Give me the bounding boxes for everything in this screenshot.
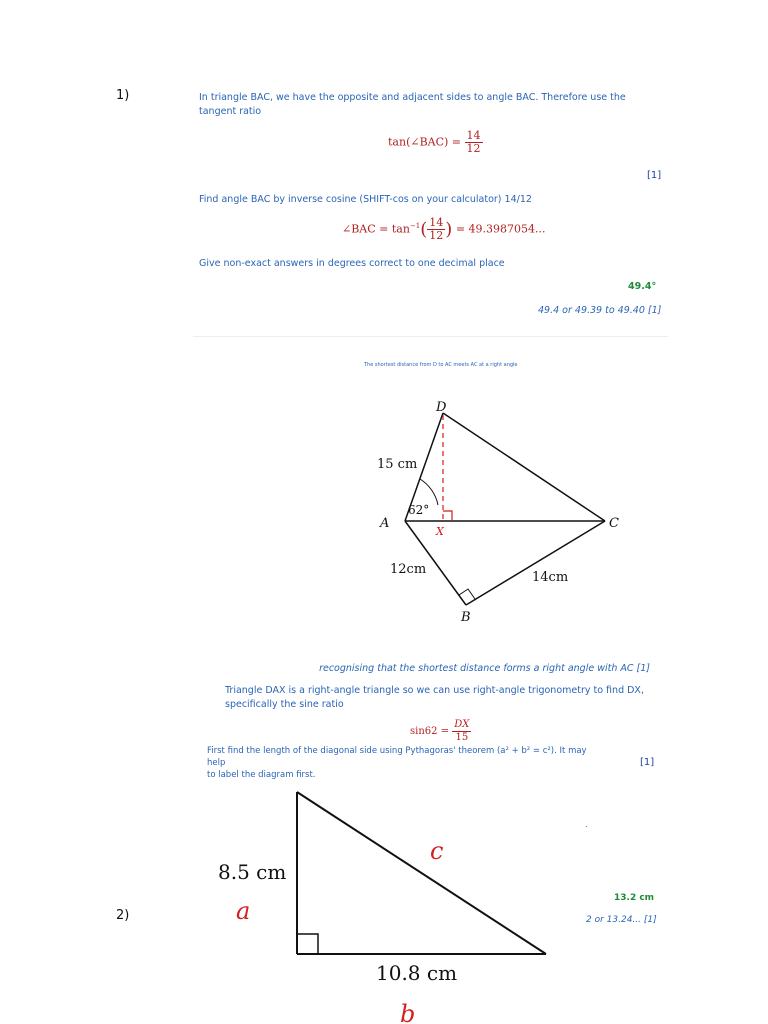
q1-intro bbox=[199, 91, 659, 119]
letter-c: c bbox=[430, 837, 444, 865]
stray-dot: . bbox=[585, 820, 588, 829]
equation-inverse-fraction bbox=[427, 217, 445, 242]
q2-recognise: recognising that the shortest distance forms a right angle with AC [1] bbox=[319, 663, 650, 674]
equation-inverse-denominator: 12 bbox=[429, 229, 444, 242]
diagram-quadrilateral bbox=[360, 393, 635, 628]
q2-pythagoras bbox=[207, 745, 607, 781]
q1-intro-line2: tangent ratio bbox=[199, 106, 262, 117]
equation-inverse-rhs: = 49.3987054... bbox=[455, 222, 546, 236]
equation-sin-lhs: sin62 = bbox=[410, 726, 450, 737]
equation-sin-fraction bbox=[452, 719, 471, 744]
angle-arc bbox=[420, 479, 438, 505]
equation-tan-numerator: 14 bbox=[466, 129, 481, 142]
q1-step2: Find angle BAC by inverse cosine (SHIFT-cos on your calculator) 14/12 bbox=[199, 194, 532, 205]
diagram1-caption: The shortest distance from D to AC meets AC at a right angle bbox=[364, 362, 518, 368]
mark-1: [1] bbox=[647, 170, 662, 181]
section-divider bbox=[193, 336, 668, 337]
q1-answer: 49.4° bbox=[628, 281, 657, 292]
label-10-8cm: 10.8 cm bbox=[376, 961, 458, 985]
label-8-5cm: 8.5 cm bbox=[218, 860, 287, 884]
equation-inverse-numerator: 14 bbox=[429, 216, 444, 229]
equation-sin-denominator: 15 bbox=[455, 732, 469, 743]
label-15cm: 15 cm bbox=[377, 457, 418, 472]
label-b: B bbox=[461, 610, 471, 625]
q1-accept: 49.4 or 49.39 to 49.40 [1] bbox=[538, 305, 662, 316]
side-bc bbox=[466, 521, 605, 605]
equation-inverse-lhs: ∠BAC = tan bbox=[342, 222, 410, 236]
side-dc bbox=[443, 413, 605, 521]
label-12cm: 12cm bbox=[390, 562, 427, 577]
label-x: X bbox=[436, 525, 444, 538]
q2-triangle-text bbox=[225, 684, 645, 712]
equation-inverse-tan: ∠BAC = $\tan^{-1}$( $\frac{14}{12}$ ) = 49.3987054... bbox=[342, 216, 546, 242]
label-62deg: 62° bbox=[408, 503, 430, 517]
equation-sin bbox=[410, 719, 471, 744]
q2-pythagoras-line2: to label the diagram first. bbox=[207, 770, 316, 780]
diagram-right-triangle bbox=[210, 786, 570, 1024]
equation-tan bbox=[388, 130, 483, 155]
label-a: A bbox=[380, 516, 390, 531]
q1-intro-line1: In triangle BAC, we have the opposite and adjacent sides to angle BAC. Therefore use the bbox=[199, 92, 626, 103]
q2-triangle-line1: Triangle DAX is a right-angle triangle so we can use right-angle trigonometry to find DX, bbox=[225, 685, 644, 696]
equation-tan-lhs: tan(∠BAC) = bbox=[388, 135, 462, 149]
mark-2: [1] bbox=[640, 757, 655, 768]
q2-pythagoras-line1: First find the length of the diagonal side using Pythagoras' theorem (a² + b² = c²). It may help bbox=[207, 746, 587, 768]
label-c: C bbox=[609, 516, 619, 531]
letter-b: b bbox=[400, 1000, 416, 1024]
equation-inverse-sup: −1 bbox=[409, 221, 421, 230]
q1-instruction: Give non-exact answers in degrees correct to one decimal place bbox=[199, 258, 505, 269]
equation-sin-numerator: DX bbox=[454, 719, 470, 730]
q2-accept: 2 or 13.24... [1] bbox=[586, 915, 657, 925]
question-number-2: 2) bbox=[116, 908, 130, 923]
letter-a: a bbox=[236, 897, 251, 925]
label-d: D bbox=[436, 400, 447, 415]
question-number-1: 1) bbox=[116, 88, 130, 103]
side-c-line bbox=[297, 792, 546, 954]
right-angle-marker bbox=[297, 934, 318, 954]
q2-answer: 13.2 cm bbox=[614, 893, 655, 903]
right-angle-x bbox=[443, 511, 452, 521]
q2-triangle-line2: specifically the sine ratio bbox=[225, 699, 344, 710]
label-14cm: 14cm bbox=[532, 570, 569, 585]
equation-tan-fraction bbox=[465, 130, 483, 155]
equation-tan-denominator: 12 bbox=[466, 142, 481, 155]
